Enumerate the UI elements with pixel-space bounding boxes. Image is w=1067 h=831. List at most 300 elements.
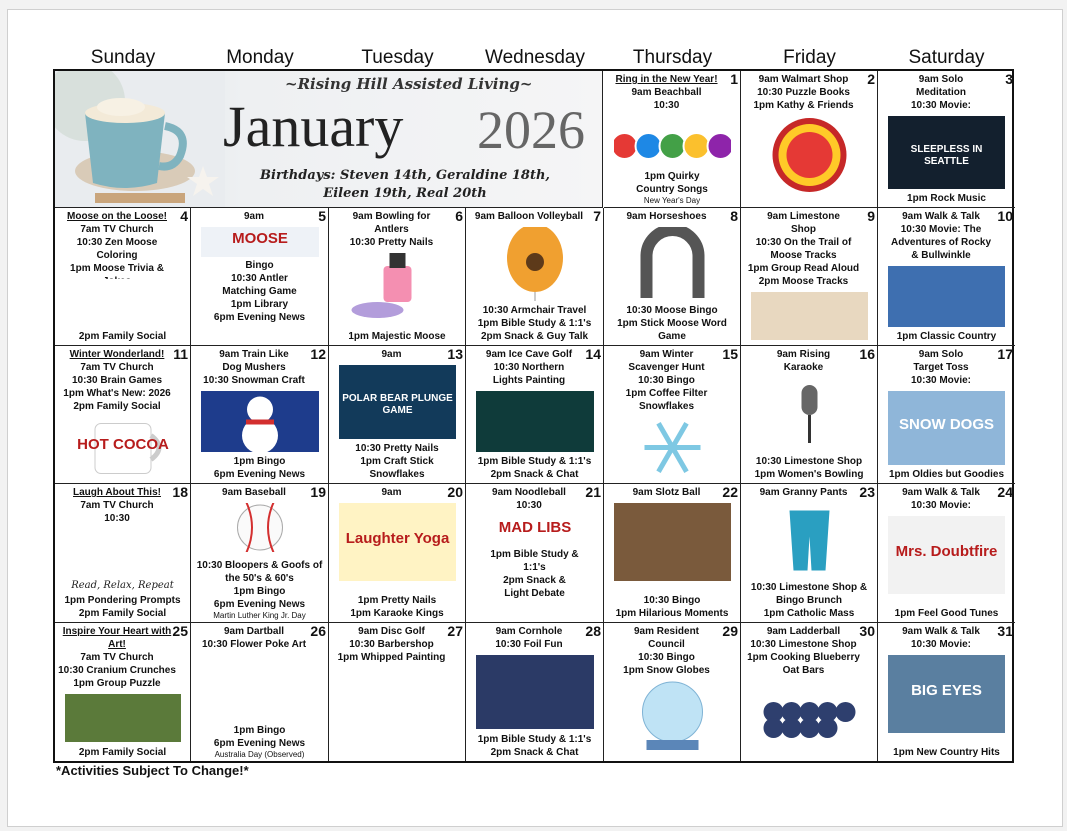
activity-line: 1pm Hilarious Moments	[615, 608, 729, 619]
activity-line: 10:30 Zen Moose Coloring	[76, 237, 158, 261]
activity-list	[194, 348, 314, 387]
activity-line: 10:30 Movie:	[910, 500, 972, 511]
activity-list	[469, 210, 589, 223]
activity-line: 6pm Evening News	[213, 738, 306, 749]
activity-line: 2pm Family Social	[73, 401, 161, 412]
activity-line: Meditation	[916, 87, 966, 98]
activity-line: 1pm Rock Music	[907, 193, 986, 204]
activity-line: the 50's & 60's	[225, 573, 294, 584]
activity-list	[744, 486, 863, 499]
activity-line: 1pm Bible Study & 1:1's	[477, 734, 592, 745]
activity-line: 7am TV Church	[80, 224, 154, 235]
activity-line: 10:30 Flower Poke Art	[201, 639, 307, 650]
activity-line: Game	[658, 331, 686, 342]
activity-line: 1pm Karaoke Kings	[350, 608, 444, 619]
activity-list-bottom	[881, 746, 1012, 759]
activity-list-bottom	[881, 330, 1012, 343]
activity-list-continued	[469, 548, 600, 600]
day-number: 15	[722, 346, 738, 362]
day-cell	[55, 623, 191, 761]
activity-line: 1pm Library	[230, 299, 289, 310]
activity-line: 1:1's	[523, 562, 546, 573]
day-number: 26	[310, 623, 326, 639]
activity-list	[58, 625, 176, 690]
activity-list-bottom	[332, 594, 462, 620]
weekday-tuesday: Tuesday	[361, 47, 434, 68]
activity-line: 10:30 Moose Bingo	[626, 305, 718, 316]
activity-line: Country Songs	[636, 184, 708, 195]
day-number: 12	[310, 346, 326, 362]
activity-line: 2pm Snack & Chat	[490, 469, 579, 480]
day-number: 2	[867, 71, 875, 87]
snow-dogs-poster-image	[888, 391, 1005, 465]
activity-line: Shop	[791, 224, 816, 235]
activity-line: 10:30 On the Trail of	[755, 237, 852, 248]
day-cell	[878, 484, 1015, 623]
day-theme-title: Inspire Your Heart with Art!	[62, 626, 172, 650]
activity-line: 2pm Snack &	[503, 575, 566, 586]
day-cell	[55, 484, 191, 623]
activity-line: 1pm Pondering Prompts	[64, 595, 181, 606]
activity-list-bottom	[881, 192, 1012, 205]
activity-line: Light Debate	[504, 588, 565, 599]
activity-list-bottom	[744, 581, 874, 620]
day-number: 27	[447, 623, 463, 639]
activity-line: 10:30 Bingo	[638, 375, 695, 386]
activity-line: Bingo Brunch	[775, 595, 843, 606]
day-cell	[329, 208, 466, 346]
day-cell	[191, 346, 329, 484]
day-cell	[466, 208, 604, 346]
activity-line: 10:30 Snowman Craft	[203, 375, 305, 386]
activity-line: 1pm Kathy & Friends	[753, 100, 854, 111]
calendar-grid	[53, 69, 1014, 763]
activity-list-bottom	[607, 304, 737, 343]
image-caption: Read, Relax, Repeat	[71, 580, 174, 591]
activity-line: 9am	[381, 487, 402, 498]
activity-line: 1pm Cooking Blueberry	[747, 652, 860, 663]
activity-line: 9am Cornhole	[495, 626, 563, 637]
activity-list-bottom	[881, 468, 1012, 481]
activity-list-bottom	[58, 330, 187, 343]
day-number: 20	[447, 484, 463, 500]
activity-line: 10:30 Northern	[493, 362, 565, 373]
day-cell	[604, 346, 741, 484]
day-number: 14	[585, 346, 601, 362]
activity-list	[607, 625, 726, 677]
activity-line: 1pm Coffee Filter	[625, 388, 708, 399]
day-number: 23	[859, 484, 875, 500]
day-cell	[55, 208, 191, 346]
day-cell	[878, 346, 1015, 484]
activity-line: 1pm Group Puzzle	[73, 678, 161, 689]
activity-line: Scavenger Hunt	[628, 362, 705, 373]
activity-list-bottom	[881, 607, 1012, 620]
day-number: 19	[310, 484, 326, 500]
horseshoe-image	[614, 227, 731, 301]
day-number: 13	[447, 346, 463, 362]
activity-list-bottom	[58, 746, 187, 759]
weekday-saturday: Saturday	[908, 47, 985, 68]
activity-line: Snowflakes	[638, 401, 695, 412]
day-cell	[466, 346, 604, 484]
activity-line: 10:30 Movie: The	[900, 224, 982, 235]
activity-list	[469, 625, 589, 651]
polar-bear-plunge-game-image	[339, 365, 456, 439]
day-cell	[604, 71, 741, 208]
activity-list	[607, 210, 726, 223]
activity-line: 1pm Pretty Nails	[357, 595, 437, 606]
microphone-image	[751, 378, 868, 452]
image-text: MAD LIBS	[498, 519, 572, 536]
activity-line: Adventures of Rocky	[890, 237, 992, 248]
day-number: 31	[997, 623, 1013, 639]
activity-line: Moose Tracks	[770, 250, 837, 261]
day-number: 17	[997, 346, 1013, 362]
snowflake-image	[614, 417, 731, 478]
activity-list-bottom	[469, 304, 600, 343]
activity-line: 9am Granny Pants	[759, 487, 848, 498]
day-theme-title: Ring in the New Year!	[615, 74, 718, 85]
activity-line: 10:30 Puzzle Books	[757, 87, 850, 98]
activity-line: 10:30 Pretty Nails	[355, 443, 439, 454]
activity-list	[881, 625, 1001, 651]
activity-line: 10:30 Limestone Shop &	[750, 582, 868, 593]
activity-line: Target Toss	[913, 362, 969, 373]
activity-line: 1pm Snow Globes	[623, 665, 710, 676]
day-cell	[604, 208, 741, 346]
activity-line: 10:30 Cranium Crunches	[58, 665, 176, 676]
activity-list	[332, 348, 451, 361]
day-cell	[878, 208, 1015, 346]
moose-balloon-image	[476, 227, 594, 301]
weekday-sunday: Sunday	[90, 47, 156, 68]
day-cell	[878, 71, 1015, 208]
activity-line: 2pm Family Social	[78, 331, 167, 342]
activity-line: 10:30 Barbershop	[349, 639, 434, 650]
bingo-sign-image	[614, 129, 731, 163]
day-number: 4	[180, 208, 188, 224]
activity-line: 9am	[243, 211, 264, 222]
activity-line: 2pm Family Social	[78, 747, 167, 758]
calendar-banner	[55, 71, 603, 208]
activity-list	[194, 486, 314, 499]
activity-line: 7am TV Church	[80, 500, 154, 511]
activity-list-bottom	[194, 559, 325, 620]
cocoa-mug-photo	[55, 71, 225, 208]
day-number: 22	[722, 484, 738, 500]
day-cell	[741, 346, 878, 484]
day-number: 9	[867, 208, 875, 224]
activity-list	[881, 73, 1001, 112]
activity-line: 1pm Bingo	[233, 586, 286, 597]
activity-line: 9am Disc Golf	[358, 626, 425, 637]
activity-list	[469, 486, 589, 512]
holiday-label: Martin Luther King Jr. Day	[213, 611, 306, 620]
activity-line: 1pm Bingo	[233, 725, 286, 736]
activity-line: 1pm Bible Study & 1:1's	[477, 318, 592, 329]
activity-line: 9am Ladderball	[766, 626, 841, 637]
day-cell	[741, 623, 878, 761]
weekday-wednesday: Wednesday	[485, 47, 585, 68]
laughing-woman-image	[614, 503, 731, 581]
activity-list-bottom	[469, 455, 600, 481]
day-cell	[329, 484, 466, 623]
activity-list-bottom	[744, 455, 874, 481]
activity-list	[469, 348, 589, 387]
holiday-label: New Year's Day	[643, 196, 701, 205]
activity-line: Lights Painting	[492, 375, 566, 386]
activity-list-bottom	[469, 733, 600, 759]
day-number: 16	[859, 346, 875, 362]
activity-line: 10:30 Antler	[231, 273, 288, 284]
activity-list	[194, 625, 314, 651]
activity-line: 1pm What's New: 2026	[63, 388, 171, 399]
hot-cocoa-mug-image	[65, 417, 181, 478]
activity-line: 9am Slotz Ball	[632, 487, 701, 498]
activity-line: 1pm Stick Moose Word	[617, 318, 727, 329]
day-cell	[604, 484, 741, 623]
activity-line: 10:30 Foil Fun	[495, 639, 563, 650]
activity-line: 9am Balloon Volleyball	[474, 211, 584, 222]
snow-globe-image	[614, 681, 731, 755]
activity-line: 9am Horseshoes	[626, 211, 707, 222]
activity-line: 9am Walk & Talk	[902, 211, 980, 222]
baseball-image	[201, 503, 319, 552]
activity-line: 9am Walmart Shop	[758, 74, 849, 85]
day-number: 7	[593, 208, 601, 224]
activity-list	[881, 210, 1001, 262]
activity-list-bottom	[194, 455, 325, 481]
foil-art-image	[476, 655, 594, 729]
day-number: 29	[722, 623, 738, 639]
activity-list	[744, 210, 863, 288]
activity-line: 10:30 Armchair Travel	[482, 305, 587, 316]
activity-line: 1pm Catholic Mass	[763, 608, 855, 619]
activity-line: 10:30 Pretty Nails	[349, 237, 434, 248]
activity-line: 10:30	[516, 500, 542, 511]
weekday-monday: Monday	[226, 47, 294, 68]
cat-on-books-image	[65, 529, 181, 579]
activity-list-bottom	[607, 594, 737, 620]
flower-poke-art-image	[201, 655, 319, 716]
activity-line: 9am Baseball	[222, 487, 286, 498]
activity-line: 7am TV Church	[80, 362, 154, 373]
activity-list	[744, 625, 863, 677]
day-cell	[329, 346, 466, 484]
activity-list	[607, 73, 726, 112]
day-cell	[191, 484, 329, 623]
day-cell	[604, 623, 741, 761]
day-theme-title: Laugh About This!	[73, 487, 161, 498]
activity-line: 6pm Evening News	[213, 469, 306, 480]
snowman-image	[201, 391, 319, 452]
day-cell	[55, 346, 191, 484]
day-number: 18	[172, 484, 188, 500]
activity-line: 10:30 Limestone Shop	[755, 456, 863, 467]
activity-line: 9am Noodleball	[492, 487, 566, 498]
day-number: 30	[859, 623, 875, 639]
image-text: MOOSE	[232, 230, 288, 247]
sleepless-in-seattle-poster-image	[888, 116, 1005, 189]
image-text: BIG EYES	[911, 682, 982, 699]
activity-line: 9am Limestone	[767, 211, 840, 222]
day-number: 28	[585, 623, 601, 639]
activity-list-bottom	[194, 724, 325, 759]
activity-line: Antlers	[374, 224, 409, 235]
activity-line: 1pm Oldies but Goodies	[888, 469, 1004, 480]
day-number: 8	[730, 208, 738, 224]
activity-line: 10:30	[104, 513, 130, 524]
activity-line: 6pm Evening News	[213, 599, 306, 610]
activity-line: 2pm Snack & Chat	[490, 747, 579, 758]
activity-line: Council	[648, 639, 685, 650]
activity-list	[58, 210, 176, 288]
day-number: 21	[585, 484, 601, 500]
activity-line: 9am Rising	[776, 349, 831, 360]
image-text: POLAR BEAR PLUNGE GAME	[342, 393, 453, 416]
activity-line: 1pm Moose Trivia &	[70, 263, 164, 274]
activity-line: 9am Dartball	[223, 626, 285, 637]
activity-line: 6pm Evening News	[213, 312, 306, 323]
month-title: January	[223, 94, 404, 159]
day-number: 10	[997, 208, 1013, 224]
image-text: SNOW DOGS	[898, 416, 994, 433]
weekday-friday: Friday	[783, 47, 836, 68]
activity-line: 2pm Family Social	[78, 608, 167, 619]
activity-list	[332, 486, 451, 499]
activity-line: 1pm Quirky	[644, 171, 700, 182]
activity-line: Matching Game	[222, 286, 297, 297]
laughter-yoga-logo-image	[339, 503, 456, 581]
blueberries-image	[751, 681, 868, 755]
activity-line: 9am Winter	[639, 349, 694, 360]
activity-line: 1pm Bible Study &	[490, 549, 579, 560]
activity-line: 7am TV Church	[80, 652, 154, 663]
cartoon-moose-image	[65, 279, 181, 327]
activity-list	[58, 486, 176, 525]
live-music-sign-image	[751, 116, 868, 194]
activity-list	[881, 486, 1001, 512]
organization-name: ~Rising Hill Assisted Living~	[285, 75, 533, 93]
activity-line: 10:30 Bingo	[638, 652, 695, 663]
weekday-thursday: Thursday	[632, 47, 713, 68]
mrs-doubtfire-poster-image	[888, 516, 1005, 594]
day-number: 6	[455, 208, 463, 224]
activity-list	[58, 348, 176, 413]
activity-line: 9am Solo	[918, 349, 964, 360]
activity-line: Bingo	[245, 260, 274, 271]
activity-list-bottom	[607, 170, 737, 205]
activity-list	[744, 73, 863, 112]
activity-line: 10:30 Brain Games	[71, 375, 163, 386]
moose-tracks-ice-cream-image	[751, 292, 868, 340]
activity-line: 1pm Classic Country	[896, 331, 997, 342]
activity-line: 9am Walk & Talk	[902, 626, 980, 637]
activity-list	[332, 210, 451, 249]
activity-line: 1pm Bingo	[233, 456, 286, 467]
activity-list	[607, 486, 726, 499]
day-cell	[466, 623, 604, 761]
activity-line: 1pm Majestic Moose	[348, 331, 446, 342]
day-cell	[741, 71, 878, 208]
image-text: HOT COCOA	[77, 435, 169, 453]
day-cell	[466, 484, 604, 623]
activity-line: 9am Ice Cave Golf	[485, 349, 573, 360]
fairy-houses-image	[65, 694, 181, 742]
birthdays-line: Birthdays: Steven 14th, Geraldine 18th, Eileen 19th, Real 20th	[260, 168, 550, 201]
footer-note: *Activities Subject To Change!*	[56, 763, 249, 778]
activity-line: 10:30 Movie:	[910, 639, 972, 650]
activity-line: Dog Mushers	[222, 362, 286, 373]
activity-line: Snowflakes	[369, 469, 425, 480]
activity-list	[607, 348, 726, 413]
moose-game-logo-image	[201, 227, 319, 257]
activity-line: 10:30 Bloopers & Goofs of	[196, 560, 323, 571]
year-title: 2026	[477, 100, 585, 160]
activity-list-bottom	[58, 594, 187, 620]
day-theme-title: Winter Wonderland!	[69, 349, 165, 360]
day-number: 5	[318, 208, 326, 224]
activity-line: 1pm Women's Bowling	[754, 469, 864, 480]
day-cell	[741, 484, 878, 623]
activity-list-bottom	[332, 442, 462, 481]
activity-line: 9am Train Like	[219, 349, 289, 360]
activity-line: 9am Solo	[918, 74, 964, 85]
activity-list	[881, 348, 1001, 387]
holiday-label: Australia Day (Observed)	[214, 750, 305, 759]
image-text: Mrs. Doubtfire	[895, 543, 998, 560]
activity-line: 9am Resident	[633, 626, 700, 637]
activity-line: & Bullwinkle	[911, 250, 971, 261]
activity-line: 10:30	[653, 100, 680, 111]
day-number: 25	[172, 623, 188, 639]
activity-line: 10:30 Movie:	[910, 100, 972, 111]
day-number: 1	[730, 71, 738, 87]
blue-pants-image	[751, 503, 868, 578]
activity-line: 9am Bowling for	[352, 211, 431, 222]
activity-line: 1pm Group Read Aloud	[747, 263, 860, 274]
whipped-painting-image	[339, 668, 456, 746]
activity-list-bottom	[332, 330, 462, 343]
nail-polish-image	[339, 253, 456, 327]
activity-list	[744, 348, 863, 374]
activity-line: 9am	[381, 349, 402, 360]
day-theme-title: Moose on the Loose!	[67, 211, 167, 222]
activity-line: 1pm New Country Hits	[893, 747, 1000, 758]
image-text: SLEEPLESS IN SEATTLE	[910, 143, 983, 167]
activity-list-continued	[194, 259, 325, 324]
activity-line: 10:30 Movie:	[910, 375, 972, 386]
day-number: 11	[173, 346, 188, 362]
activity-list	[332, 625, 451, 664]
day-cell	[878, 623, 1015, 761]
day-cell	[741, 208, 878, 346]
activity-line: 10:30 Limestone Shop	[750, 639, 857, 650]
northern-lights-image	[476, 391, 594, 452]
activity-line: 1pm Craft Stick	[360, 456, 434, 467]
day-cell	[191, 623, 329, 761]
bullwinkle-cartoon-image	[888, 266, 1005, 327]
activity-line: 1pm Feel Good Tunes	[894, 608, 999, 619]
activity-line: 2pm Snack & Guy Talk	[480, 331, 589, 342]
activity-line: Oat Bars	[782, 665, 825, 676]
activity-line: 10:30 Bingo	[643, 595, 701, 606]
day-cell	[191, 208, 329, 346]
day-cell	[329, 623, 466, 761]
activity-line: 2pm Moose Tracks	[758, 276, 849, 287]
image-text: Laughter Yoga	[345, 530, 450, 547]
